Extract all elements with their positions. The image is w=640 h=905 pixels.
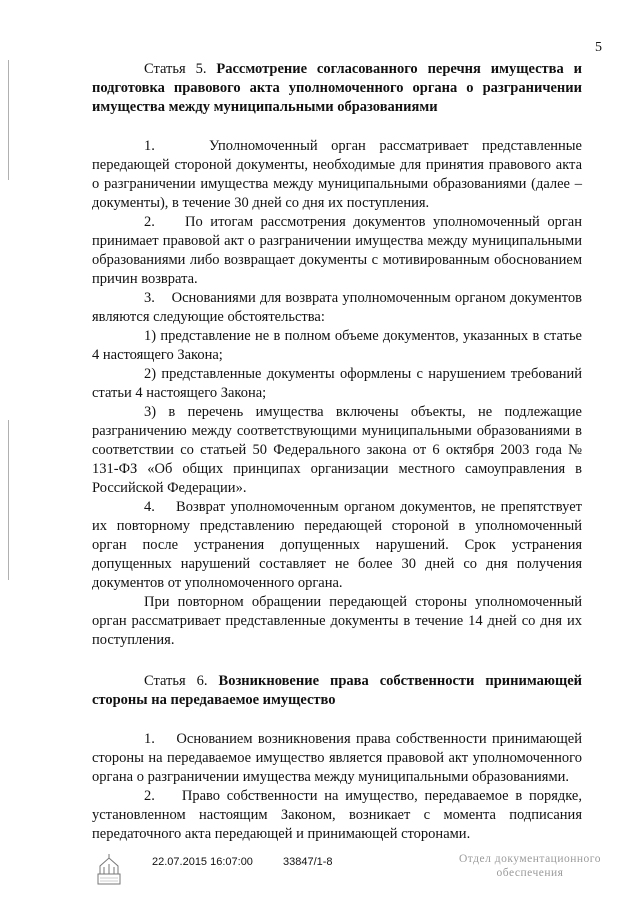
- scan-edge-mark: [8, 60, 9, 180]
- department-watermark: [455, 852, 605, 880]
- article-5-paragraph: 4. Возврат уполномоченным органом документов, не препятствует их повторному представлению передающей стороной в уполномоченный орган после устранения допущенных нарушений. Срок устранения допущенных нарушений составляет не более 30 дней со дня получения документов от уполномоченного органа.: [92, 499, 582, 591]
- article-6-paragraph: 2. Право собственности на имущество, передаваемое в порядке, установленном настоящим Законом, возникает с момента подписания передаточного акта передающей и принимающей сторонами.: [92, 788, 582, 842]
- page-number: 5: [595, 40, 602, 55]
- article-5-heading: [92, 60, 582, 117]
- footer-document-code: 33847/1-8: [283, 856, 333, 868]
- page-footer: [0, 838, 640, 905]
- article-6-paragraph: 1. Основанием возникновения права собственности принимающей стороны на передаваемое имущество является правовой акт уполномоченного органа о разграничении имущества между муниципальными образованиями.: [92, 731, 582, 785]
- scan-edge-mark: [8, 420, 9, 580]
- department-line-1: Отдел документационного: [459, 853, 601, 865]
- article-5-list-item: 2) представленные документы оформлены с нарушением требований статьи 4 настоящего Закона;: [92, 366, 582, 401]
- article-6-label: Статья 6.: [144, 673, 208, 689]
- article-5-list-item: 3) в перечень имущества включены объекты, не подлежащие разграничению между соответствующими муниципальными образованиями в соответствии со статьей 50 Федерального закона от 6 октября 2003 года № 131-ФЗ «Об общих принципах организации местного самоуправления в Российской Федерации».: [92, 404, 582, 496]
- article-5-paragraph: 1. Уполномоченный орган рассматривает представленные передающей стороной документы, необходимые для принятия правового акта о разграничении имущества между муниципальными образованиями (далее – документы), в течение 30 дней со дня их поступления.: [92, 138, 582, 211]
- footer-datetime: 22.07.2015 16:07:00: [152, 856, 253, 868]
- department-line-2: обеспечения: [496, 867, 564, 879]
- article-5-paragraph: 3. Основаниями для возврата уполномоченным органом документов являются следующие обстоятельства:: [92, 290, 582, 325]
- article-5-label: Статья 5.: [144, 61, 207, 77]
- spacer: [92, 710, 582, 730]
- article-6-heading: [92, 672, 582, 710]
- spacer: [92, 117, 582, 137]
- article-5-paragraph: 2. По итогам рассмотрения документов уполномоченный орган принимает правовой акт о разграничении имущества между муниципальными образованиями либо возвращает документы с мотивированным обоснованием причин возврата.: [92, 214, 582, 287]
- document-body: [92, 60, 582, 844]
- article-5-list-item: 1) представление не в полном объеме документов, указанных в статье 4 настоящего Закона;: [92, 328, 582, 363]
- article-5-title: Рассмотрение согласованного перечня имущества и подготовка правового акта уполномоченного органа о разграничении имущества между муниципальными образованиями: [92, 61, 583, 115]
- article-5-paragraph: При повторном обращении передающей стороны уполномоченный орган рассматривает представленные документы в течение 14 дней со дня их поступления.: [92, 594, 582, 648]
- registry-stamp-icon: [94, 852, 124, 886]
- article-6-title: Возникновение права собственности принимающей стороны на передаваемое имущество: [92, 673, 582, 708]
